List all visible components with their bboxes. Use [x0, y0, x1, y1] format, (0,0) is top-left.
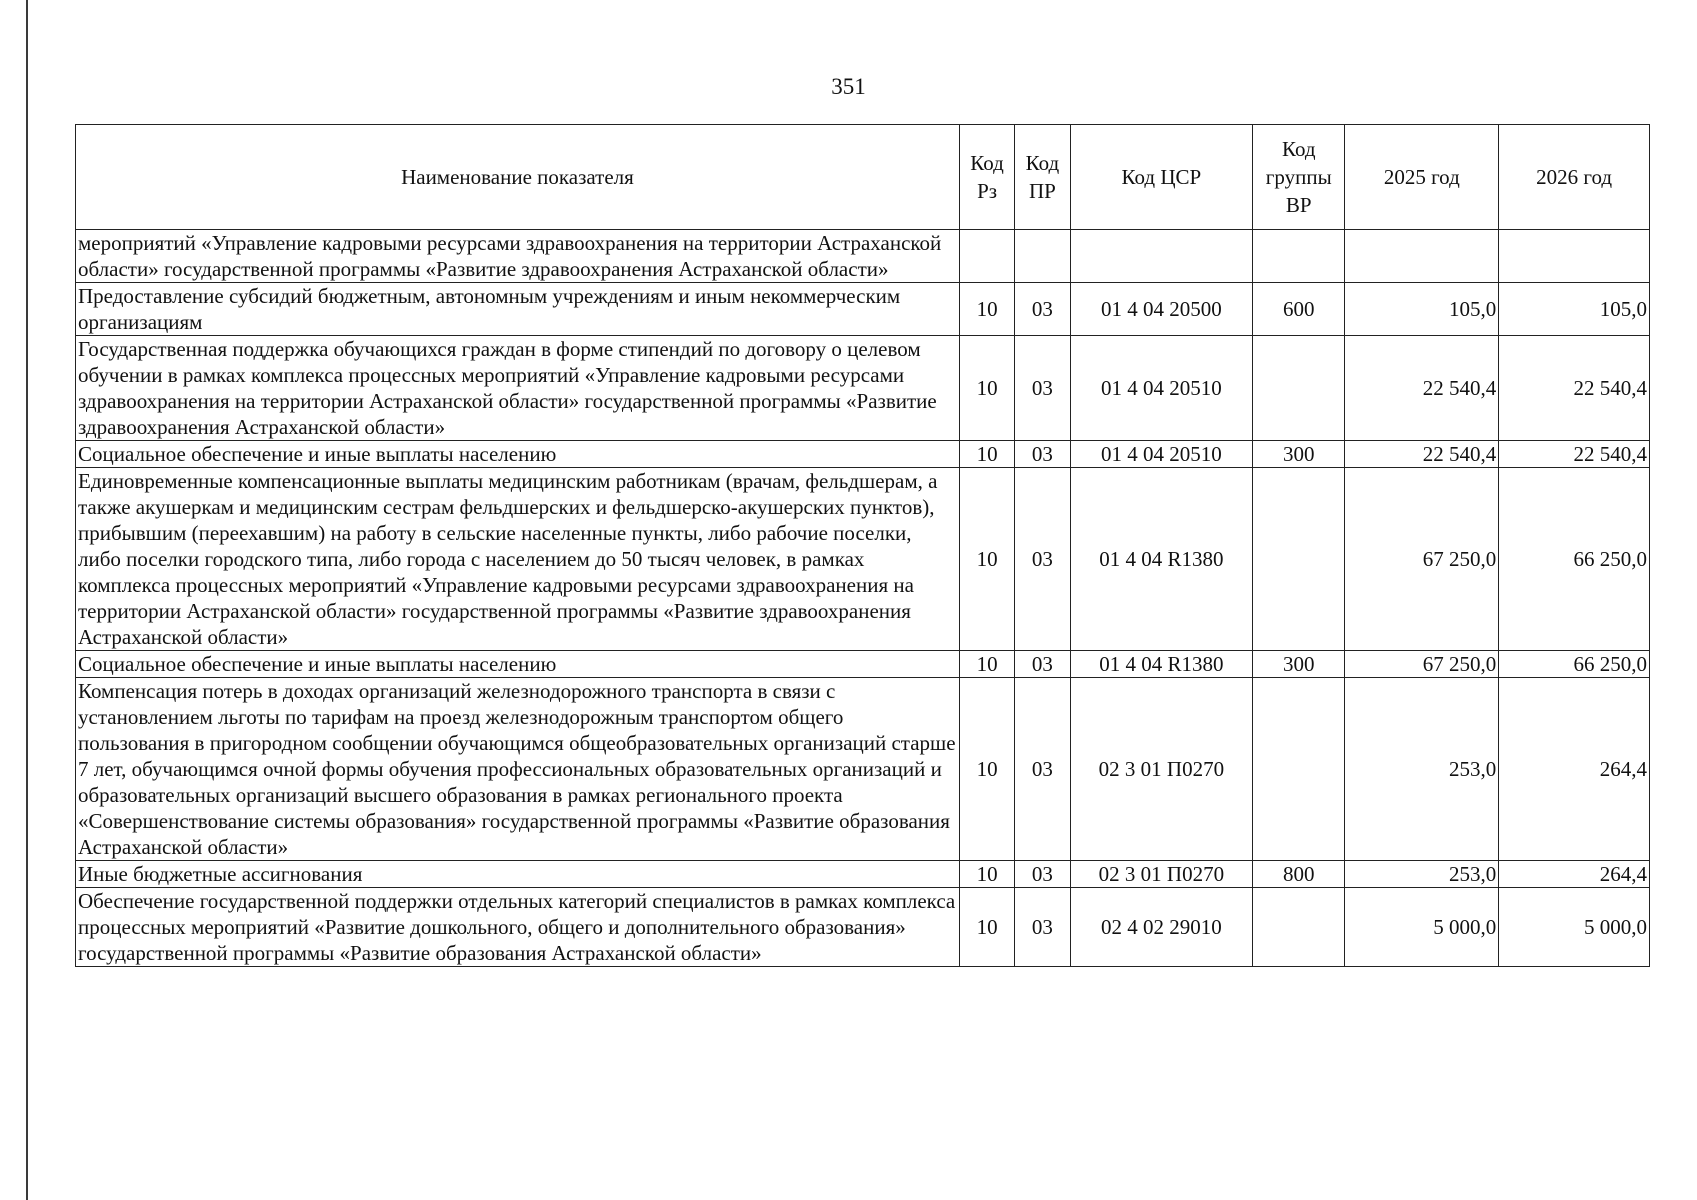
cell-name: Обеспечение государственной поддержки отдельных категорий специалистов в рамках комплекса процессных мероприятий «Развитие дошкольного, общего и дополнительного образования» государственной программы «Развитие образования Астраханской области» — [76, 888, 960, 967]
cell-pr: 03 — [1015, 468, 1070, 651]
cell-csr — [1070, 230, 1253, 283]
cell-csr: 01 4 04 R1380 — [1070, 468, 1253, 651]
table-row — [76, 283, 1650, 336]
cell-rz: 10 — [959, 283, 1014, 336]
cell-vr — [1253, 468, 1345, 651]
header-2025: 2025 год — [1345, 125, 1499, 230]
header-name: Наименование показателя — [76, 125, 960, 230]
cell-2025: 67 250,0 — [1345, 468, 1499, 651]
cell-rz — [959, 230, 1014, 283]
cell-rz: 10 — [959, 888, 1014, 967]
cell-2025 — [1345, 230, 1499, 283]
cell-2026: 5 000,0 — [1499, 888, 1650, 967]
cell-vr — [1253, 336, 1345, 441]
cell-2026: 66 250,0 — [1499, 468, 1650, 651]
cell-2025: 5 000,0 — [1345, 888, 1499, 967]
table-row — [76, 336, 1650, 441]
cell-rz: 10 — [959, 861, 1014, 888]
cell-name: Компенсация потерь в доходах организаций железнодорожного транспорта в связи с установлением льготы по тарифам на проезд железнодорожным транспортом общего пользования в пригородном сообщении обучающимся общеобразовательных организаций старше 7 лет, обучающимся очной формы обучения профессиональных образовательных организаций и образовательных организаций высшего образования в рамках регионального проекта «Совершенствование системы образования» государственной программы «Развитие образования Астраханской области» — [76, 678, 960, 861]
cell-name: Социальное обеспечение и иные выплаты населению — [76, 441, 960, 468]
cell-vr: 300 — [1253, 441, 1345, 468]
cell-rz: 10 — [959, 336, 1014, 441]
header-2026: 2026 год — [1499, 125, 1650, 230]
cell-rz: 10 — [959, 651, 1014, 678]
cell-2026: 264,4 — [1499, 861, 1650, 888]
cell-2026: 264,4 — [1499, 678, 1650, 861]
table-row — [76, 651, 1650, 678]
cell-csr: 02 4 02 29010 — [1070, 888, 1253, 967]
header-pr: Код ПР — [1015, 125, 1070, 230]
table-row — [76, 230, 1650, 283]
cell-2025: 22 540,4 — [1345, 441, 1499, 468]
header-rz: Код Рз — [959, 125, 1014, 230]
cell-name: Государственная поддержка обучающихся граждан в форме стипендий по договору о целевом обучении в рамках комплекса процессных мероприятий «Управление кадровыми ресурсами здравоохранения на территории Астраханской области» государственной программы «Развитие здравоохранения Астраханской области» — [76, 336, 960, 441]
cell-pr: 03 — [1015, 651, 1070, 678]
cell-pr: 03 — [1015, 678, 1070, 861]
cell-2025: 67 250,0 — [1345, 651, 1499, 678]
cell-vr: 800 — [1253, 861, 1345, 888]
cell-2026: 105,0 — [1499, 283, 1650, 336]
cell-2026: 22 540,4 — [1499, 336, 1650, 441]
budget-table — [75, 124, 1650, 967]
cell-csr: 02 3 01 П0270 — [1070, 861, 1253, 888]
cell-vr: 300 — [1253, 651, 1345, 678]
cell-rz: 10 — [959, 468, 1014, 651]
cell-name: Иные бюджетные ассигнования — [76, 861, 960, 888]
table-row — [76, 861, 1650, 888]
header-csr: Код ЦСР — [1070, 125, 1253, 230]
table-header-row — [76, 125, 1650, 230]
table-row — [76, 441, 1650, 468]
cell-2025: 253,0 — [1345, 861, 1499, 888]
cell-pr: 03 — [1015, 441, 1070, 468]
cell-2026: 22 540,4 — [1499, 441, 1650, 468]
page-number — [0, 74, 1697, 100]
cell-rz: 10 — [959, 678, 1014, 861]
cell-pr — [1015, 230, 1070, 283]
page-number-text: 351 — [831, 74, 866, 99]
cell-2025: 105,0 — [1345, 283, 1499, 336]
cell-name: Предоставление субсидий бюджетным, автономным учреждениям и иным некоммерческим организациям — [76, 283, 960, 336]
cell-csr: 01 4 04 20510 — [1070, 441, 1253, 468]
cell-pr: 03 — [1015, 861, 1070, 888]
cell-vr — [1253, 678, 1345, 861]
cell-2026: 66 250,0 — [1499, 651, 1650, 678]
cell-name: Социальное обеспечение и иные выплаты населению — [76, 651, 960, 678]
cell-vr: 600 — [1253, 283, 1345, 336]
cell-vr — [1253, 230, 1345, 283]
cell-pr: 03 — [1015, 336, 1070, 441]
cell-2025: 253,0 — [1345, 678, 1499, 861]
cell-name: Единовременные компенсационные выплаты медицинским работникам (врачам, фельдшерам, а также акушеркам и медицинским сестрам фельдшерских и фельдшерско-акушерских пунктов), прибывшим (переехавшим) на работу в сельские населенные пункты, либо рабочие поселки, либо поселки городского типа, либо города с населением до 50 тысяч человек, в рамках комплекса процессных мероприятий «Управление кадровыми ресурсами здравоохранения на территории Астраханской области» государственной программы «Развитие здравоохранения Астраханской области» — [76, 468, 960, 651]
table-row — [76, 468, 1650, 651]
cell-pr: 03 — [1015, 888, 1070, 967]
cell-csr: 01 4 04 20500 — [1070, 283, 1253, 336]
cell-name: мероприятий «Управление кадровыми ресурсами здравоохранения на территории Астраханской области» государственной программы «Развитие здравоохранения Астраханской области» — [76, 230, 960, 283]
header-vr: Код группы ВР — [1253, 125, 1345, 230]
cell-csr: 01 4 04 20510 — [1070, 336, 1253, 441]
cell-rz: 10 — [959, 441, 1014, 468]
cell-csr: 01 4 04 R1380 — [1070, 651, 1253, 678]
page-binding-line — [26, 0, 28, 1200]
cell-2026 — [1499, 230, 1650, 283]
cell-vr — [1253, 888, 1345, 967]
table-row — [76, 678, 1650, 861]
cell-csr: 02 3 01 П0270 — [1070, 678, 1253, 861]
cell-2025: 22 540,4 — [1345, 336, 1499, 441]
cell-pr: 03 — [1015, 283, 1070, 336]
table-row — [76, 888, 1650, 967]
